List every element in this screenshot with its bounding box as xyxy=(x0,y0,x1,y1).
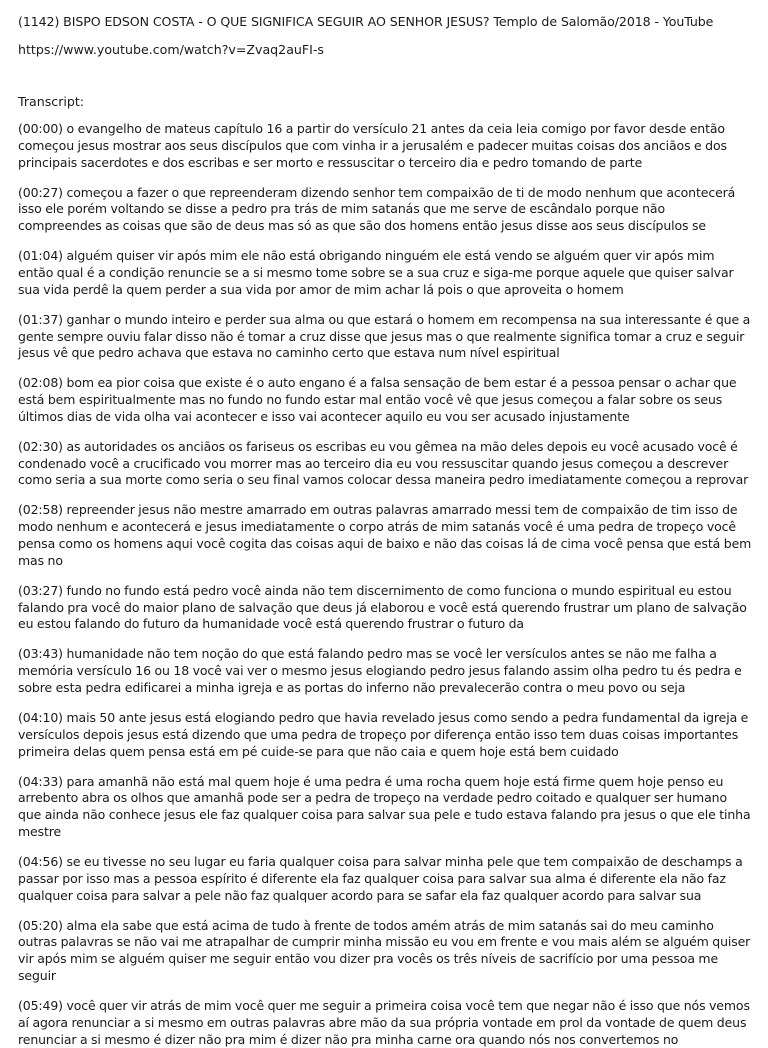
page-title: (1142) BISPO EDSON COSTA - O QUE SIGNIFICA SEGUIR AO SENHOR JESUS? Templo de Salomão/2018 - YouTube xyxy=(18,14,714,29)
timestamp: (04:56) xyxy=(18,853,63,869)
transcript-entry xyxy=(18,774,752,841)
timestamp: (05:20) xyxy=(18,917,63,933)
transcript-entry xyxy=(18,646,752,696)
timestamp: (01:37) xyxy=(18,311,63,327)
entry-text: alma ela sabe que está acima de tudo à frente de todos amém atrás de mim satanás sai do meu caminho outras palavras se não vai me atrapalhar de cumprir minha missão eu vou em frente e vou mais além se alguém quiser vir após mim se alguém quiser me seguir então vou dizer pra vocês os três níveis de sacrifício por uma pessoa me seguir xyxy=(18,917,751,983)
transcript-entry xyxy=(18,502,752,569)
video-url: https://www.youtube.com/watch?v=Zvaq2auFI-s xyxy=(18,42,324,57)
entry-text: se eu tivesse no seu lugar eu faria qualquer coisa para salvar minha pele que tem compaixão de deschamps a passar por isso mas a pessoa espírito é diferente ela faz qualquer coisa para salvar sua alma é diferente ela não faz qualquer coisa para salvar a pele não faz qualquer acordo para se safar ela faz qualquer acordo para salvar sua xyxy=(18,853,743,903)
transcript-entry xyxy=(18,583,752,633)
timestamp: (05:49) xyxy=(18,997,63,1013)
transcript-heading: Transcript: xyxy=(18,94,85,109)
entry-text: fundo no fundo está pedro você ainda não tem discernimento de como funciona o mundo espiritual eu estou falando pra você do maior plano de salvação que deus já elaborou e você está querendo frustrar um plano de salvação eu estou falando do futuro da humanidade você está querendo frustrar o futuro da xyxy=(18,582,747,632)
entry-text: o evangelho de mateus capítulo 16 a partir do versículo 21 antes da ceia leia comigo por favor desde então começou jesus mostrar aos seus discípulos que com vinha ir a jerusalém e padecer muitas coisas dos anciãos e dos principais sacerdotes e dos escribas e ser morto e ressuscitar o terceiro dia e pedro tomando de parte xyxy=(18,121,727,170)
transcript-entry xyxy=(18,854,752,904)
transcript-entry xyxy=(18,439,752,489)
transcript-entry xyxy=(18,312,752,362)
timestamp: (02:58) xyxy=(18,502,63,518)
entry-text: bom ea pior coisa que existe é o auto engano é a falsa sensação de bem estar é a pessoa pensar o achar que está bem espiritualmente mas no fundo no fundo estar mal então você vê que jesus começou a falar sobre os seus últimos dias de vida olha vai acontecer e isso vai acontecer aquilo eu vou ser acusado injustamente xyxy=(18,375,737,424)
timestamp: (00:27) xyxy=(18,184,63,200)
timestamp: (01:04) xyxy=(18,248,63,264)
timestamp: (02:30) xyxy=(18,438,63,454)
timestamp: (03:27) xyxy=(18,582,63,598)
entry-text: para amanhã não está mal quem hoje é uma pedra é uma rocha quem hoje está firme quem hoje penso eu arrebento abra os olhos que amanhã pode ser a pedra de tropeço na verdade pedro coitado e qualquer ser humano que ainda não conhece jesus ele faz qualquer coisa para salvar sua pele e tudo estava falando pra jesus o que ele tinha mestre xyxy=(18,773,751,839)
transcript-entry xyxy=(18,998,752,1048)
entry-text: alguém quiser vir após mim ele não está obrigando ninguém ele está vendo se alguém quer vir após mim então qual é a condição renuncie se a si mesmo tome sobre se a sua cruz e siga-me porque aquele que quiser salvar sua vida perdê la quem perder a sua vida por amor de mim achar lá pois o que aproveita o homem xyxy=(18,248,734,297)
entry-text: humanidade não tem noção do que está falando pedro mas se você ler versículos antes se não me falha a memória versículo 16 ou 18 você vai ver o mesmo jesus elogiando pedro jesus falando assim olha pedro tu és pedra e sobre esta pedra edificarei a minha igreja e as portas do inferno não prevalecerão contra o meu povo ou seja xyxy=(18,646,742,696)
entry-text: as autoridades os anciãos os fariseus os escribas eu vou gêmea na mão deles depois eu você acusado você é condenado você a crucificado vou morrer mas ao terceiro dia eu vou ressuscitar quando jesus começou a descrever como seria a sua morte como seria o seu final vamos colocar dessa maneira pedro imediatamente começou a reprovar xyxy=(18,438,749,488)
timestamp: (00:00) xyxy=(18,121,63,136)
timestamp: (04:33) xyxy=(18,773,63,789)
transcript-entry xyxy=(18,185,752,235)
transcript-entry xyxy=(18,121,752,171)
entry-text: repreender jesus não mestre amarrado em outras palavras amarrado messi tem de compaixão de tim isso de modo nenhum e acontecerá e jesus imediatamente o corpo atrás de mim satanás você é uma pedra de tropeço você pensa como os homens aqui você cogita das coisas aqui de baixo e não das coisas lá de cima você pensa que está bem mas no xyxy=(18,502,752,568)
timestamp: (03:43) xyxy=(18,646,63,662)
timestamp: (04:10) xyxy=(18,710,63,725)
transcript-entry xyxy=(18,248,752,298)
transcript-entry xyxy=(18,375,752,425)
timestamp: (02:08) xyxy=(18,375,63,391)
entry-text: começou a fazer o que repreenderam dizendo senhor tem compaixão de ti de modo nenhum que acontecerá isso ele porém voltando se disse a pedro pra trás de mim satanás que me serve de escândalo porque não compreendes as coisas que são de deus mas só as que são dos homens então jesus disse aos seus discípulos se xyxy=(18,184,736,234)
entry-text: mais 50 ante jesus está elogiando pedro que havia revelado jesus como sendo a pedra fundamental da igreja e versículos depois jesus está dizendo que uma pedra de tropeço por diferença então isso tem duas coisas importantes primeira delas quem pensa está em pé cuide-se para que não caia e quem hoje está bem cuidado xyxy=(18,710,749,759)
transcript-entry xyxy=(18,710,752,760)
entry-text: ganhar o mundo inteiro e perder sua alma ou que estará o homem em recompensa na sua interessante é que a gente sempre ouviu falar disso não é tomar a cruz disse que jesus mas o que realmente significa tomar a cruz e seguir jesus vê que pedro achava que estava no caminho certo que estava num nível espiritual xyxy=(18,311,751,361)
entry-text: você quer vir atrás de mim você quer me seguir a primeira coisa você tem que negar não é isso que nós vemos aí agora renunciar a si mesmo em outras palavras abre mão da sua própria vontade em prol da vontade de quem deus renunciar a si mesmo é dizer não pra mim é dizer não pra minha carne ora quando nós nos convertemos no xyxy=(18,997,750,1047)
transcript-list xyxy=(18,121,752,1048)
transcript-entry xyxy=(18,918,752,985)
